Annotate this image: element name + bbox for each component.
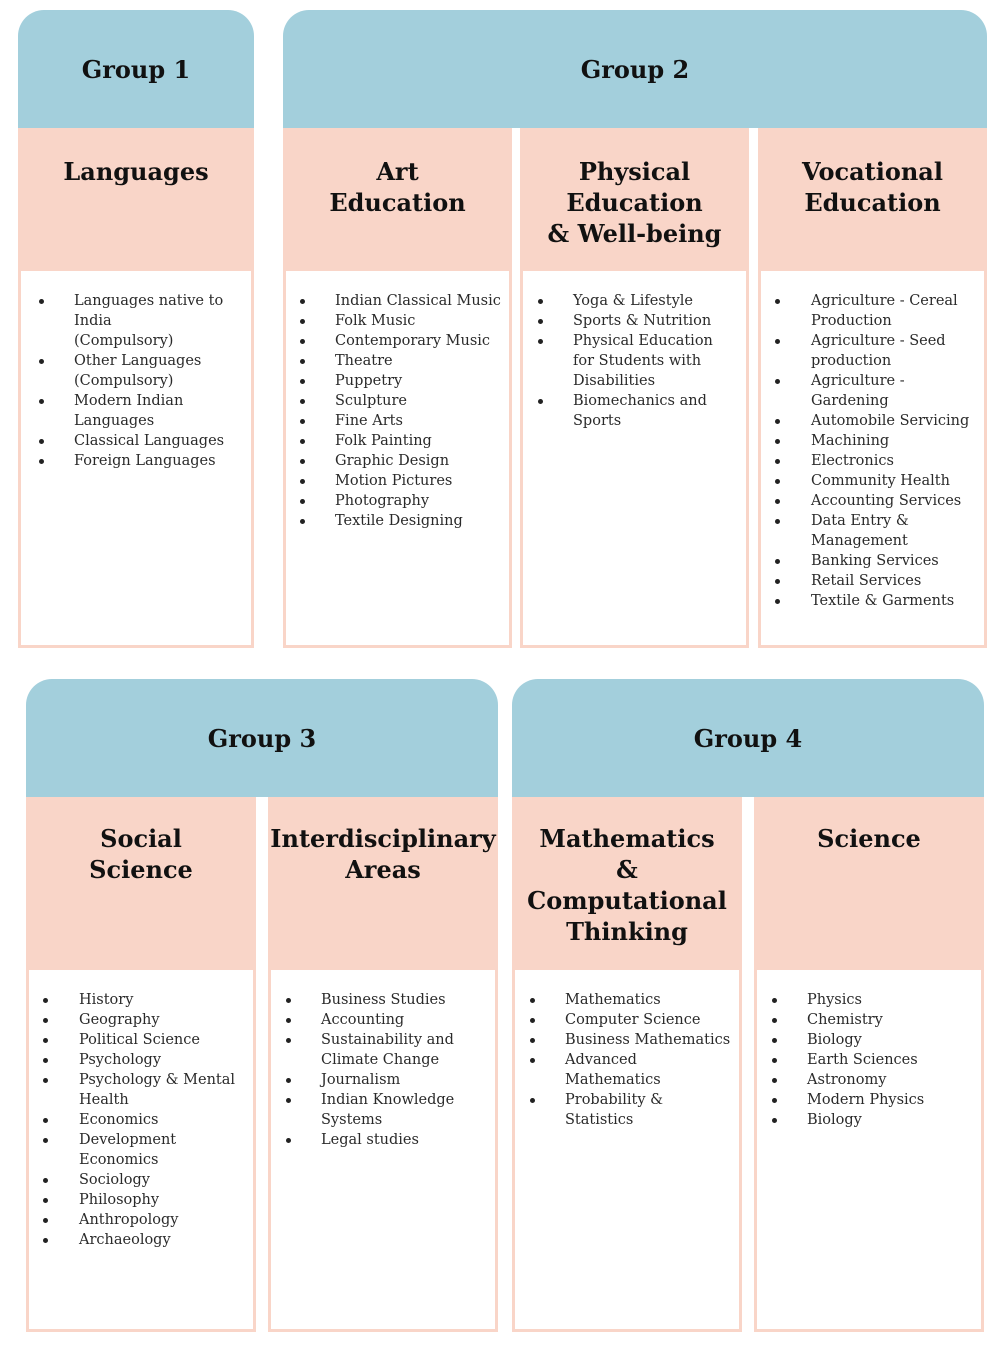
list-item: Retail Services bbox=[811, 571, 976, 591]
list-item: Legal studies bbox=[321, 1130, 487, 1150]
column-title: Physical Education & Well-being bbox=[520, 128, 749, 271]
item-list bbox=[21, 271, 251, 471]
list-item: Textile Designing bbox=[335, 511, 501, 531]
item-list bbox=[29, 970, 253, 1250]
list-item: Classical Languages bbox=[74, 431, 243, 451]
list-item: Other Languages (Compulsory) bbox=[74, 351, 243, 391]
list-item: Philosophy bbox=[79, 1190, 245, 1210]
item-list bbox=[523, 271, 746, 431]
column-title: Social Science bbox=[26, 797, 256, 970]
list-item: Archaeology bbox=[79, 1230, 245, 1250]
list-item: Modern Physics bbox=[807, 1090, 973, 1110]
list-item: Motion Pictures bbox=[335, 471, 501, 491]
column-social-science bbox=[26, 797, 256, 1332]
list-item: Psychology bbox=[79, 1050, 245, 1070]
column-vocational-education bbox=[758, 128, 987, 648]
list-item: Indian Knowledge Systems bbox=[321, 1090, 487, 1130]
list-item: Biology bbox=[807, 1110, 973, 1130]
list-item: Photography bbox=[335, 491, 501, 511]
list-item: Community Health bbox=[811, 471, 976, 491]
column-interdisciplinary-areas bbox=[268, 797, 498, 1332]
list-item: Modern Indian Languages bbox=[74, 391, 243, 431]
column-title: Interdisciplinary Areas bbox=[268, 797, 498, 970]
list-item: Chemistry bbox=[807, 1010, 973, 1030]
list-item: Data Entry & Management bbox=[811, 511, 976, 551]
column-physical-education bbox=[520, 128, 749, 648]
list-item: Machining bbox=[811, 431, 976, 451]
list-item: Electronics bbox=[811, 451, 976, 471]
column-art-education bbox=[283, 128, 512, 648]
list-item: Biomechanics and Sports bbox=[573, 391, 738, 431]
list-item: Probability & Statistics bbox=[565, 1090, 731, 1130]
list-item: Computer Science bbox=[565, 1010, 731, 1030]
list-item: Sustainability and Climate Change bbox=[321, 1030, 487, 1070]
group-4-header bbox=[512, 679, 984, 797]
group-2-title: Group 2 bbox=[580, 54, 690, 84]
group-3-header bbox=[26, 679, 498, 797]
list-item: Agriculture - Seed production bbox=[811, 331, 976, 371]
list-item: Business Mathematics bbox=[565, 1032, 731, 1048]
column-title: Mathematics & Computational Thinking bbox=[512, 797, 742, 970]
list-item: Political Science bbox=[79, 1030, 245, 1050]
group-2-header bbox=[283, 10, 987, 128]
list-item: Geography bbox=[79, 1010, 245, 1030]
list-item: Anthropology bbox=[79, 1210, 245, 1230]
item-list bbox=[286, 271, 509, 531]
list-item: Development Economics bbox=[79, 1130, 245, 1170]
item-list bbox=[761, 271, 984, 611]
list-item: Astronomy bbox=[807, 1070, 973, 1090]
list-item: Accounting bbox=[321, 1010, 487, 1030]
list-item: Foreign Languages bbox=[74, 451, 243, 471]
list-item: Sociology bbox=[79, 1170, 245, 1190]
list-item: Yoga & Lifestyle bbox=[573, 291, 738, 311]
group-4-title: Group 4 bbox=[693, 723, 803, 753]
list-item: Sculpture bbox=[335, 391, 501, 411]
list-item: Theatre bbox=[335, 351, 501, 371]
column-title: Languages bbox=[18, 128, 254, 271]
list-item: Economics bbox=[79, 1110, 245, 1130]
group-1-header bbox=[18, 10, 254, 128]
list-item: Fine Arts bbox=[335, 411, 501, 431]
list-item: Earth Sciences bbox=[807, 1050, 973, 1070]
item-list bbox=[515, 970, 739, 1130]
list-item: Biology bbox=[807, 1030, 973, 1050]
list-item: Advanced Mathematics bbox=[565, 1050, 731, 1090]
list-item: Folk Music bbox=[335, 311, 501, 331]
list-item: Business Studies bbox=[321, 990, 487, 1010]
list-item: Automobile Servicing bbox=[811, 411, 976, 431]
list-item: History bbox=[79, 990, 245, 1010]
item-list bbox=[757, 970, 981, 1130]
list-item: Folk Painting bbox=[335, 431, 501, 451]
list-item: Mathematics bbox=[565, 990, 731, 1010]
list-item: Physics bbox=[807, 990, 973, 1010]
column-science bbox=[754, 797, 984, 1332]
group-3-title: Group 3 bbox=[207, 723, 317, 753]
list-item: Banking Services bbox=[811, 551, 976, 571]
list-item: Puppetry bbox=[335, 371, 501, 391]
list-item: Accounting Services bbox=[811, 491, 976, 511]
column-mathematics bbox=[512, 797, 742, 1332]
column-title: Art Education bbox=[283, 128, 512, 271]
list-item: Graphic Design bbox=[335, 451, 501, 471]
list-item: Textile & Garments bbox=[811, 591, 976, 611]
list-item: Journalism bbox=[321, 1070, 487, 1090]
list-item: Physical Education for Students with Disabilities bbox=[573, 331, 738, 391]
item-list bbox=[271, 970, 495, 1150]
list-item: Contemporary Music bbox=[335, 331, 501, 351]
list-item: Agriculture - Cereal Production bbox=[811, 291, 976, 331]
group-1-title: Group 1 bbox=[81, 54, 191, 84]
list-item: Agriculture - Gardening bbox=[811, 371, 976, 411]
list-item: Sports & Nutrition bbox=[573, 311, 738, 331]
list-item: Languages native to India (Compulsory) bbox=[74, 291, 243, 351]
column-languages bbox=[18, 128, 254, 648]
list-item: Indian Classical Music bbox=[335, 293, 501, 309]
list-item: Psychology & Mental Health bbox=[79, 1070, 245, 1110]
column-title: Science bbox=[754, 797, 984, 970]
column-title: Vocational Education bbox=[758, 128, 987, 271]
